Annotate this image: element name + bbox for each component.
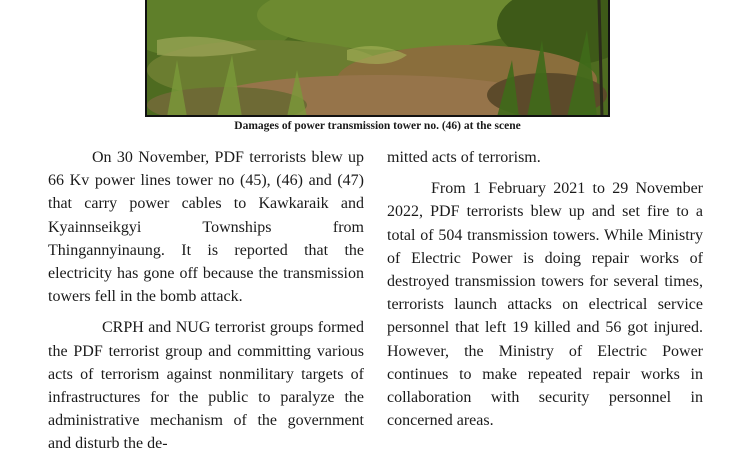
paragraph: [387, 146, 703, 169]
text-line: mitted acts of terrorism.: [387, 149, 541, 166]
text-line: On 30 November, PDF terrorists blew up 66 Kv power lines tower no (45), (46) and (47) that carry power cables to Kawkaraik and Kyainnseikgyi Townships from Thingannyinaung. It is reported that the electricity has gone off because the transmission towers fell in the bomb attack.: [48, 149, 364, 306]
paragraph: [48, 316, 364, 455]
right-column: [387, 146, 703, 432]
text-line: From 1 February 2021 to 29 November 2022, PDF terrorists blew up and set fire to a total of 504 transmission towers. While Ministry of Electric Power is doing repair works of destroyed transmission towers for several times, terrorists launch attacks on electrical service personnel that left 19 killed and 56 got injured. However, the Ministry of Electric Power continues to make repeated repair works in collaboration with security personnel in concerned areas.: [387, 180, 703, 430]
text-line: CRPH and NUG terrorist groups formed the PDF terrorist group and committing various acts of terrorism against nonmilitary targets of infrastructures for the public to paralyze the administrative mechanism of the government and disturb the de-: [48, 319, 364, 453]
vegetation-illustration: [147, 0, 610, 117]
left-column: [48, 146, 364, 456]
paragraph: [48, 146, 364, 308]
scene-photo: [145, 0, 610, 117]
paragraph: [387, 177, 703, 432]
photo-caption: Damages of power transmission tower no. (46) at the scene: [234, 120, 521, 132]
